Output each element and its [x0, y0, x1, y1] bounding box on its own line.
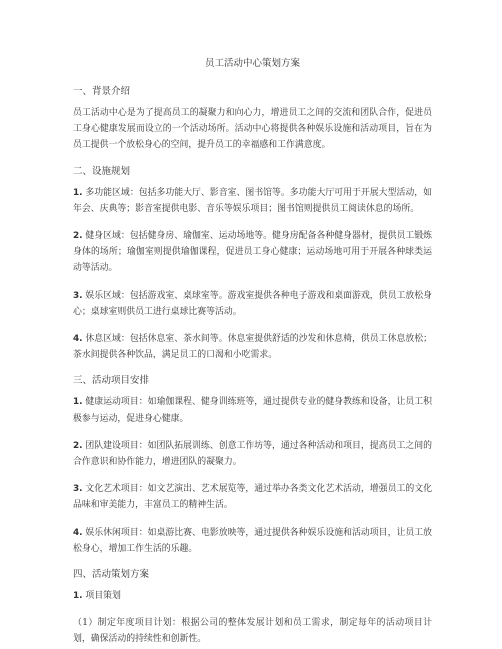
document-title: 员工活动中心策划方案 — [204, 58, 300, 69]
paragraph-text: 健身区域：包括健身房、瑜伽室、运动场地等。健身房配备各种健身器材，提供员工锻炼身体的场所；瑜伽室则提供瑜伽课程，促进员工身心健康；运动场地可用于开展各种球类运动等活动。 — [73, 231, 432, 274]
paragraph-number: 4. — [73, 527, 83, 538]
paragraph-activity-1 — [73, 394, 432, 426]
paragraph-text: 文化艺术项目：如文艺演出、艺术展览等，通过举办各类文化艺术活动，增强员工的文化品味和审美能力，丰富员工的精神生活。 — [73, 484, 432, 511]
paragraph-activity-3 — [73, 481, 432, 513]
paragraph-text: 休息区域：包括休息室、茶水间等。休息室提供舒适的沙发和休息椅，供员工休息放松；茶水间提供各种饮品，满足员工的口渴和小吃需求。 — [73, 334, 432, 361]
paragraph-planning-1-1 — [73, 615, 432, 647]
paragraph-text: 娱乐区域：包括游戏室、桌球室等。游戏室提供各种电子游戏和桌面游戏，供员工放松身心；桌球室则供员工进行桌球比赛等活动。 — [73, 290, 432, 317]
paragraph-activity-4 — [73, 525, 432, 557]
paragraph-background — [73, 105, 432, 154]
paragraph-number: 2. — [73, 231, 83, 242]
paragraph-text: 多功能区域：包括多功能大厅、影音室、图书馆等。多功能大厅可用于开展大型活动，如年会、庆典等；影音室提供电影、音乐等娱乐项目；图书馆则提供员工阅读休息的场所。 — [73, 187, 432, 214]
paragraph-number: 3. — [73, 290, 83, 301]
paragraph-facility-3 — [73, 288, 432, 320]
paragraph-text: 团队建设项目：如团队拓展训练、创意工作坊等，通过各种活动和项目，提高员工之间的合作意识和协作能力，增进团队的凝聚力。 — [73, 440, 432, 468]
paragraph-text: 娱乐休闲项目：如桌游比赛、电影放映等，通过提供各种娱乐设施和活动项目，让员工放松身心，增加工作生活的乐趣。 — [73, 527, 432, 554]
paragraph-text: （1）制定年度项目计划：根据公司的整体发展计划和员工需求，制定每年的活动项目计划，确保活动的持续性和创新性。 — [73, 618, 432, 645]
paragraph-facility-2 — [73, 228, 432, 277]
section-heading-background: 一、背景介绍 — [73, 86, 131, 97]
paragraph-number: 3. — [73, 484, 83, 495]
paragraph-number: 2. — [73, 440, 83, 451]
paragraph-planning-1 — [73, 588, 432, 604]
paragraph-number: 1. — [73, 187, 83, 198]
paragraph-number: 4. — [73, 334, 83, 345]
paragraph-text: 健康运动项目：如瑜伽课程、健身训练班等，通过提供专业的健身教练和设备，让员工积极参与运动，促进身心健康。 — [73, 397, 432, 424]
paragraph-facility-1 — [73, 185, 432, 217]
paragraph-number: 1. — [73, 397, 83, 408]
paragraph-activity-2 — [73, 438, 432, 470]
section-heading-facilities: 二、设施规划 — [73, 165, 131, 177]
paragraph-facility-4 — [73, 331, 432, 363]
paragraph-text: 员工活动中心是为了提高员工的凝聚力和向心力，增进员工之间的交流和团队合作，促进员工身心健康发展而设立的一个活动场所。活动中心将提供各种娱乐设施和活动项目，旨在为员工提供一个放松身心的空间，提升员工的幸福感和工作满意度。 — [73, 108, 432, 151]
paragraph-number: 1. — [73, 591, 83, 602]
section-heading-activities: 三、活动项目安排 — [73, 375, 150, 387]
paragraph-text: 项目策划 — [82, 591, 121, 602]
section-heading-planning: 四、活动策划方案 — [73, 569, 150, 581]
